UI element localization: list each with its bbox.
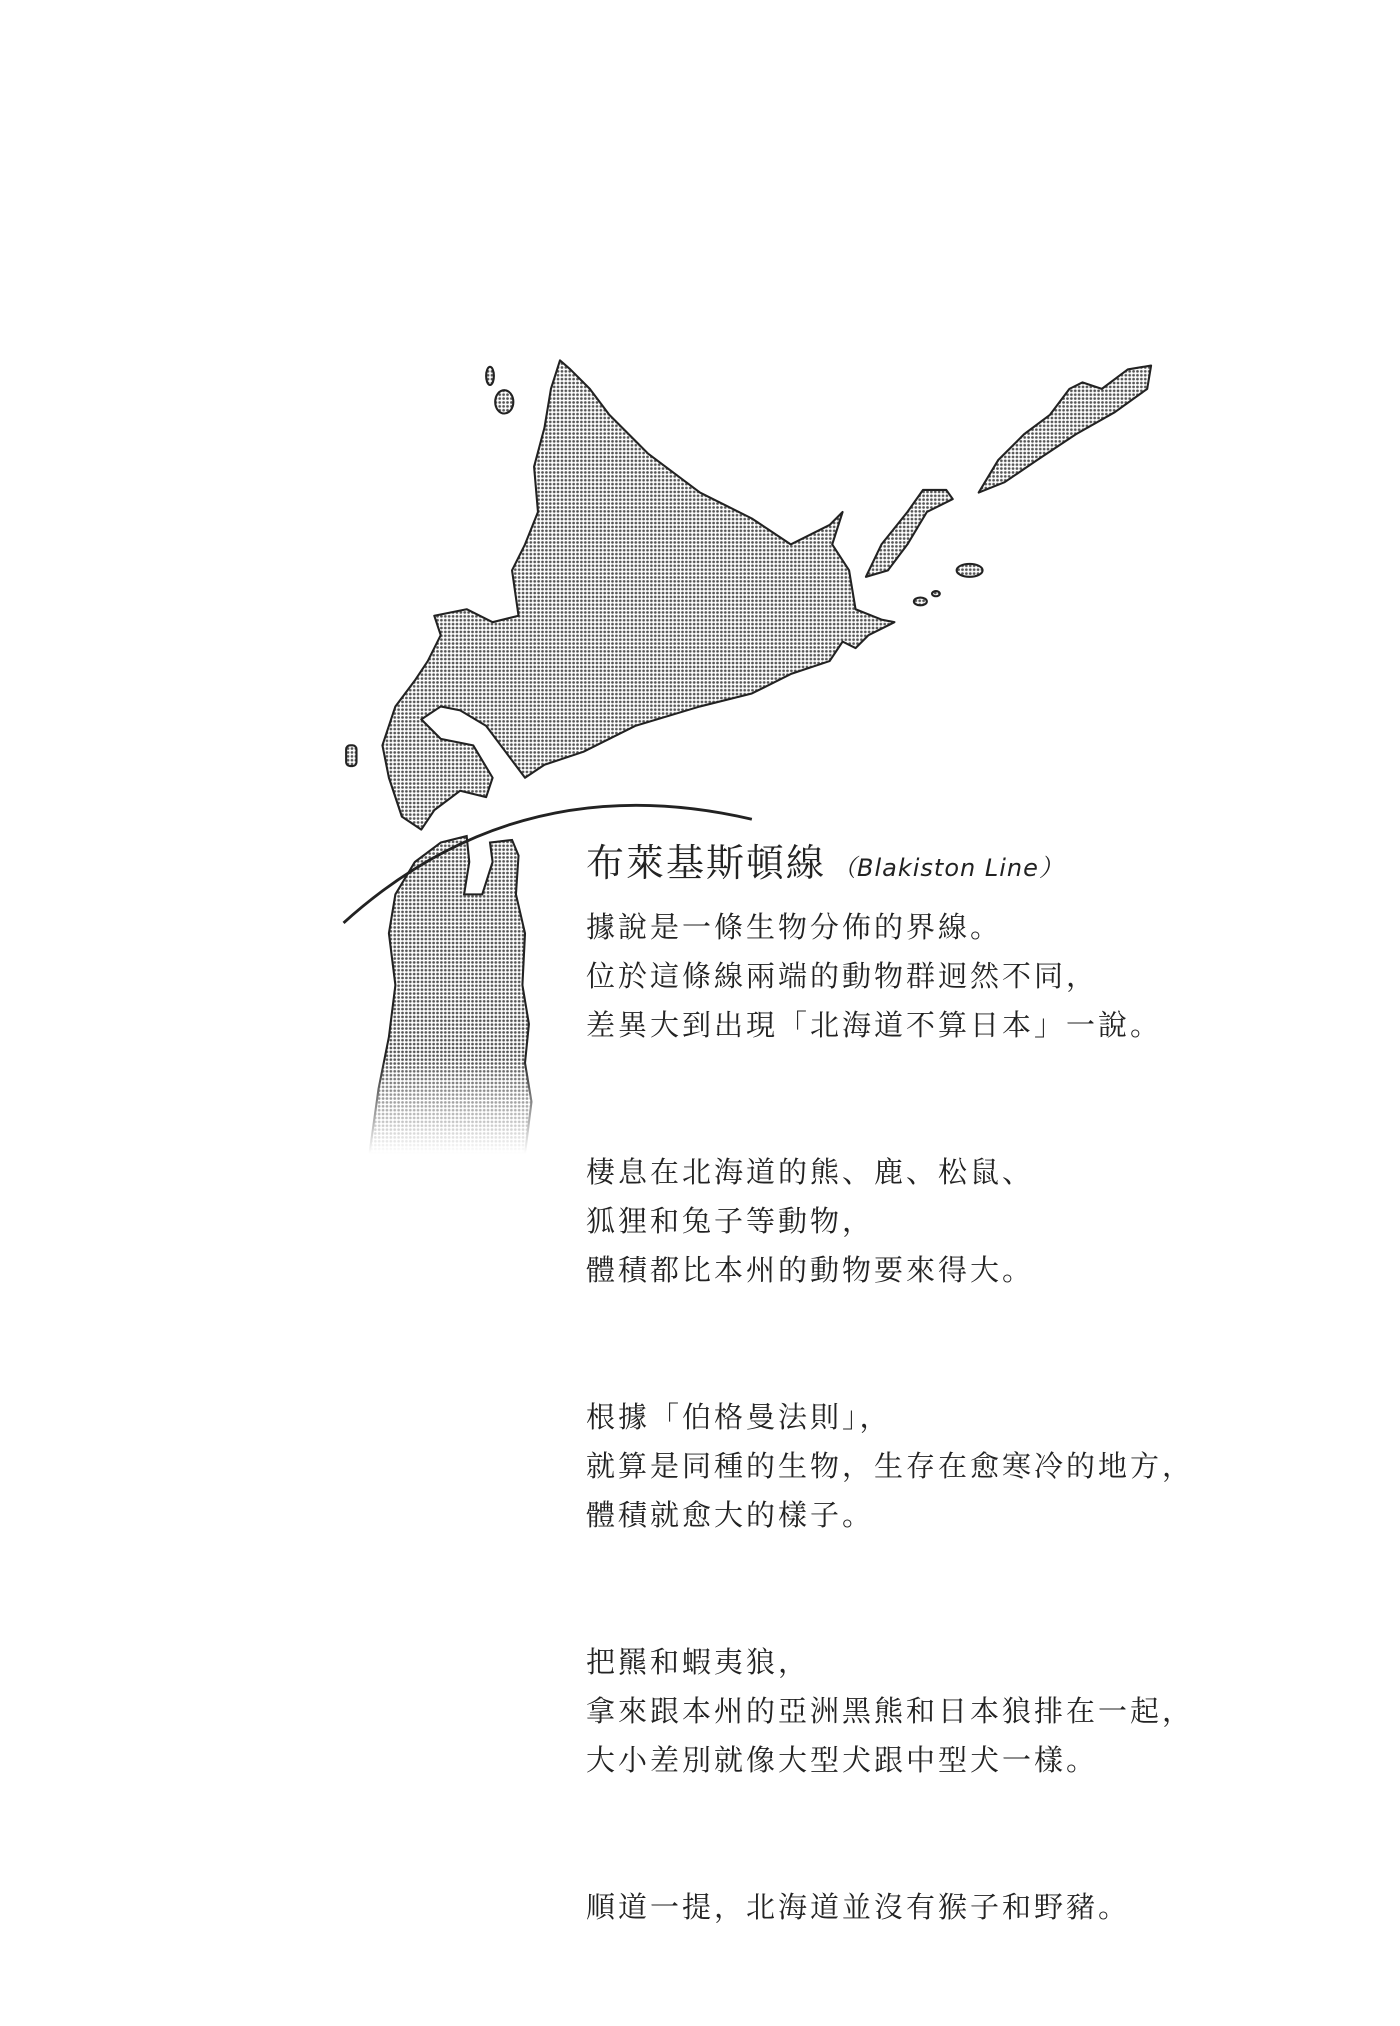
text-line: 狐狸和兔子等動物， (586, 1204, 875, 1238)
text-line: 把羆和蝦夷狼， (586, 1645, 811, 1679)
text-line: 據說是一條生物分佈的界線。 (586, 910, 1003, 944)
text-line: 位於這條線兩端的動物群迥然不同， (586, 959, 1099, 993)
text-line: 根據「伯格曼法則」， (586, 1400, 892, 1434)
heading-main: 布萊基斯頓線 (586, 841, 827, 885)
text-line: 體積就愈大的樣子。 (586, 1498, 875, 1532)
text-line: 拿來跟本州的亞洲黑熊和日本狼排在一起， (586, 1694, 1195, 1728)
hokkaido-landmass (346, 360, 1151, 829)
text-line: 棲息在北海道的熊、鹿、松鼠、 (586, 1155, 1035, 1189)
text-line: 順道一提，北海道並沒有猴子和野豬。 (586, 1890, 1131, 1924)
text-line: 大小差別就像大型犬跟中型犬一樣。 (586, 1743, 1099, 1777)
text-line: 就算是同種的生物，生存在愈寒冷的地方， (586, 1449, 1195, 1483)
heading (586, 832, 1064, 887)
heading-sub: （Blakiston Line） (832, 854, 1064, 882)
text-line: 差異大到出現「北海道不算日本」一說。 (586, 1008, 1163, 1042)
body-text (586, 903, 1194, 1932)
text-line: 體積都比本州的動物要來得大。 (586, 1253, 1035, 1287)
